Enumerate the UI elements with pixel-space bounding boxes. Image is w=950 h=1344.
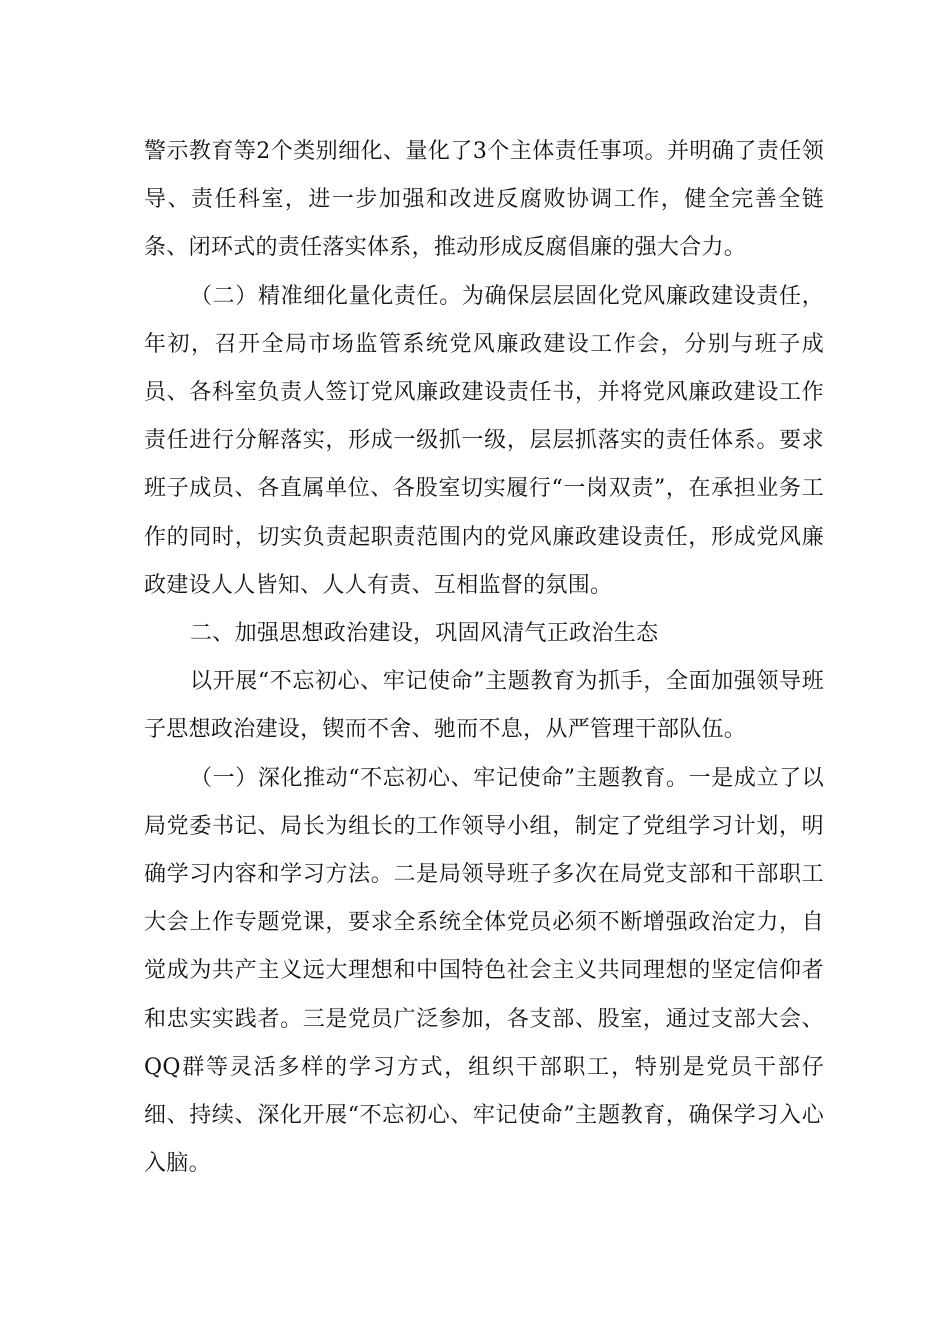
paragraph-education: （一）深化推动“不忘初心、牢记使命”主题教育。一是成立了以局党委书记、局长为组长的工作领导小组，制定了党组学习计划，明确学习内容和学习方法。二是局领导班子多次在局党支部和干部职工大会上作专题党课，要求全系统全体党员必须不断增强政治定力，自觉成为共产主义远大理想和中国特色社会主义共同理想的坚定信仰者和忠实实践者。三是党员广泛参加，各支部、股室，通过支部大会、QQ群等灵活多样的学习方式，组织干部职工，特别是党员干部仔细、持续、深化开展“不忘初心、牢记使命”主题教育，确保学习入心入脑。 — [144, 765, 824, 1177]
document-body — [144, 128, 824, 1188]
section-heading: 二、加强思想政治建设，巩固风清气正政治生态 — [190, 621, 659, 647]
paragraph-intro: 以开展“不忘初心、牢记使命”主题教育为抓手，全面加强领导班子思想政治建设，锲而不舍、驰而不息，从严管理干部队伍。 — [144, 669, 824, 743]
paragraph-continuation: 警示教育等2个类别细化、量化了3个主体责任事项。并明确了责任领导、责任科室，进一步加强和改进反腐败协调工作，健全完善全链条、闭环式的责任落实体系，推动形成反腐倡廉的强大合力。 — [144, 139, 824, 261]
paragraph-responsibility: （二）精准细化量化责任。为确保层层固化党风廉政建设责任，年初，召开全局市场监管系统党风廉政建设工作会，分别与班子成员、各科室负责人签订党风廉政建设责任书，并将党风廉政建设工作责任进行分解落实，形成一级抓一级，层层抓落实的责任体系。要求班子成员、各直属单位、各股室切实履行“一岗双责”，在承担业务工作的同时，切实负责起职责范围内的党风廉政建设责任，形成党风廉政建设人人皆知、人人有责、互相监督的氛围。 — [144, 283, 824, 598]
